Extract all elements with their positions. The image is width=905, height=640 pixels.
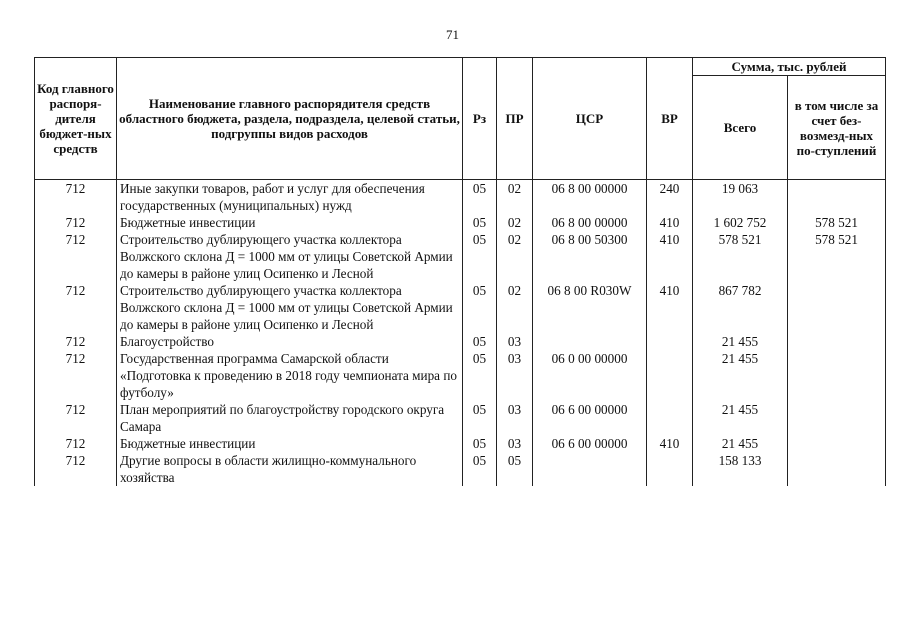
cell-csr: 06 0 00 00000 bbox=[533, 350, 647, 401]
header-incl: в том числе за счет без-возмезд-ных по-ступлений bbox=[788, 76, 886, 180]
cell-incl bbox=[788, 452, 886, 486]
table-row bbox=[35, 282, 886, 333]
cell-name: Другие вопросы в области жилищно-коммунального хозяйства bbox=[117, 452, 463, 486]
cell-total: 1 602 752 bbox=[693, 214, 788, 231]
cell-vr: 410 bbox=[647, 435, 693, 452]
cell-vr bbox=[647, 350, 693, 401]
table-body bbox=[35, 180, 886, 487]
header-pr: ПР bbox=[497, 58, 533, 180]
cell-vr bbox=[647, 452, 693, 486]
table-header bbox=[35, 58, 886, 180]
cell-code: 712 bbox=[35, 350, 117, 401]
cell-pr: 02 bbox=[497, 180, 533, 215]
cell-rz: 05 bbox=[463, 452, 497, 486]
table-row bbox=[35, 180, 886, 215]
cell-pr: 03 bbox=[497, 401, 533, 435]
cell-rz: 05 bbox=[463, 350, 497, 401]
cell-code: 712 bbox=[35, 333, 117, 350]
cell-rz: 05 bbox=[463, 180, 497, 215]
cell-total: 21 455 bbox=[693, 435, 788, 452]
cell-csr bbox=[533, 452, 647, 486]
table-row bbox=[35, 435, 886, 452]
cell-total: 21 455 bbox=[693, 401, 788, 435]
table-row bbox=[35, 231, 886, 282]
header-total: Всего bbox=[693, 76, 788, 180]
table-row bbox=[35, 452, 886, 486]
cell-code: 712 bbox=[35, 214, 117, 231]
cell-code: 712 bbox=[35, 452, 117, 486]
cell-total: 578 521 bbox=[693, 231, 788, 282]
cell-incl bbox=[788, 401, 886, 435]
cell-name: Строительство дублирующего участка коллектора Волжского склона Д = 1000 мм от улицы Советской Армии до камеры в районе улиц Осипенко и Лесной bbox=[117, 282, 463, 333]
cell-pr: 03 bbox=[497, 435, 533, 452]
table-row bbox=[35, 214, 886, 231]
cell-code: 712 bbox=[35, 180, 117, 215]
cell-total: 21 455 bbox=[693, 350, 788, 401]
header-rz: Рз bbox=[463, 58, 497, 180]
cell-total: 21 455 bbox=[693, 333, 788, 350]
cell-name: Благоустройство bbox=[117, 333, 463, 350]
header-sum-group: Сумма, тыс. рублей bbox=[693, 58, 886, 76]
cell-csr: 06 8 00 00000 bbox=[533, 214, 647, 231]
cell-incl bbox=[788, 333, 886, 350]
page-number: 71 bbox=[446, 27, 459, 42]
cell-vr: 410 bbox=[647, 214, 693, 231]
cell-code: 712 bbox=[35, 231, 117, 282]
table-row bbox=[35, 350, 886, 401]
cell-csr: 06 6 00 00000 bbox=[533, 401, 647, 435]
cell-csr: 06 8 00 00000 bbox=[533, 180, 647, 215]
cell-csr: 06 8 00 50300 bbox=[533, 231, 647, 282]
cell-total: 158 133 bbox=[693, 452, 788, 486]
cell-incl: 578 521 bbox=[788, 231, 886, 282]
cell-total: 19 063 bbox=[693, 180, 788, 215]
cell-vr: 240 bbox=[647, 180, 693, 215]
cell-name: Бюджетные инвестиции bbox=[117, 435, 463, 452]
budget-table bbox=[34, 57, 886, 486]
cell-pr: 02 bbox=[497, 282, 533, 333]
cell-name: Строительство дублирующего участка коллектора Волжского склона Д = 1000 мм от улицы Советской Армии до камеры в районе улиц Осипенко и Лесной bbox=[117, 231, 463, 282]
cell-code: 712 bbox=[35, 435, 117, 452]
cell-vr bbox=[647, 333, 693, 350]
cell-pr: 03 bbox=[497, 350, 533, 401]
cell-name: Иные закупки товаров, работ и услуг для обеспечения государственных (муниципальных) нужд bbox=[117, 180, 463, 215]
cell-rz: 05 bbox=[463, 231, 497, 282]
header-code: Код главного распоря-дителя бюджет-ных средств bbox=[35, 58, 117, 180]
cell-incl: 578 521 bbox=[788, 214, 886, 231]
cell-incl bbox=[788, 282, 886, 333]
cell-total: 867 782 bbox=[693, 282, 788, 333]
cell-rz: 05 bbox=[463, 333, 497, 350]
cell-csr: 06 6 00 00000 bbox=[533, 435, 647, 452]
cell-name: Государственная программа Самарской области «Подготовка к проведению в 2018 году чемпионата мира по футболу» bbox=[117, 350, 463, 401]
header-vr: ВР bbox=[647, 58, 693, 180]
cell-incl bbox=[788, 180, 886, 215]
cell-pr: 03 bbox=[497, 333, 533, 350]
cell-rz: 05 bbox=[463, 214, 497, 231]
cell-csr: 06 8 00 R030W bbox=[533, 282, 647, 333]
cell-rz: 05 bbox=[463, 282, 497, 333]
cell-vr bbox=[647, 401, 693, 435]
cell-rz: 05 bbox=[463, 435, 497, 452]
header-csr: ЦСР bbox=[533, 58, 647, 180]
cell-pr: 02 bbox=[497, 231, 533, 282]
cell-name: План мероприятий по благоустройству городского округа Самара bbox=[117, 401, 463, 435]
cell-pr: 02 bbox=[497, 214, 533, 231]
cell-code: 712 bbox=[35, 401, 117, 435]
cell-incl bbox=[788, 435, 886, 452]
cell-vr: 410 bbox=[647, 231, 693, 282]
cell-csr bbox=[533, 333, 647, 350]
cell-pr: 05 bbox=[497, 452, 533, 486]
cell-rz: 05 bbox=[463, 401, 497, 435]
header-name: Наименование главного распорядителя средств областного бюджета, раздела, подраздела, целевой статьи, подгруппы видов расходов bbox=[117, 58, 463, 180]
cell-incl bbox=[788, 350, 886, 401]
table-row bbox=[35, 401, 886, 435]
cell-name: Бюджетные инвестиции bbox=[117, 214, 463, 231]
cell-vr: 410 bbox=[647, 282, 693, 333]
cell-code: 712 bbox=[35, 282, 117, 333]
table-row bbox=[35, 333, 886, 350]
